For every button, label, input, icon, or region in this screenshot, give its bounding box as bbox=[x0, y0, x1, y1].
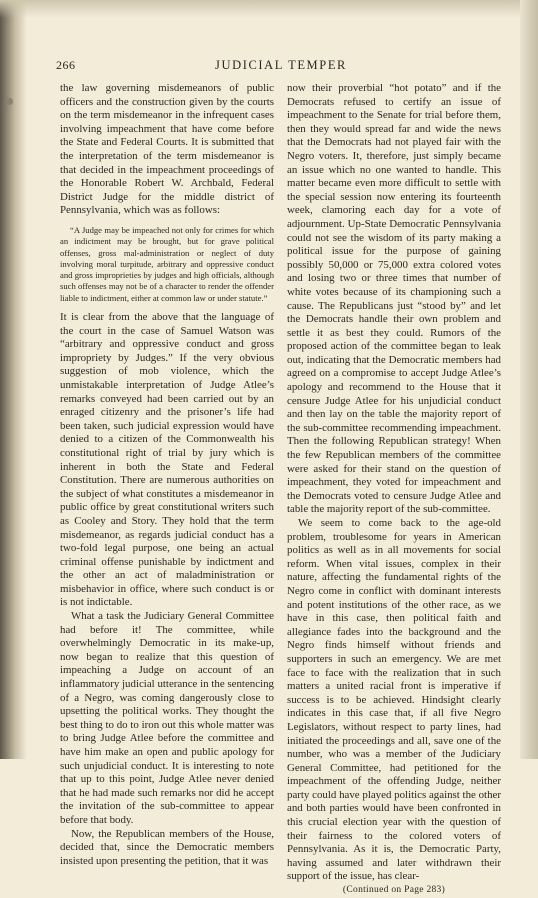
page-top-shadow bbox=[0, 0, 538, 18]
book-gutter-shadow bbox=[0, 0, 26, 759]
running-head: JUDICIAL TEMPER bbox=[215, 58, 347, 72]
page-edge-shadow bbox=[520, 0, 538, 759]
paragraph: Now, the Republican members of the House, decided that, since the Democratic members insisted upon presenting the petition, that it was bbox=[60, 827, 274, 867]
paragraph: We seem to come back to the age-old problem, troublesome for years in American politics as well as in all movements for social reform. When vital issues, complex in their nature, affecting the fundamental rights of the Negro come in conflict with dominant interests and potent institutions of the other race, as we have in this case, then political faith and allegiance fades into the background and the Negro finds himself without friends and supporters in such an emergency. We are met face to face with the realization that in such matters a united racial front is imperative if success is to be achieved. Hindsight clearly indicates in this case that, if all five Negro Legislators, without respect to party lines, had initiated the proceedings and all, save one of the number, who was a member of the Judiciary General Committee, had petitioned for the impeachment of the offending Judge, neither party could have played politics against the other and both parties would have been confronted in this crucial election year with the question of their fairness to the colored voters of Pennsylvania. As it is, the Democratic Party, having assumed and later withdrawn their support of the issue, has clear- bbox=[287, 517, 501, 883]
left-column bbox=[60, 82, 274, 868]
page-number: 266 bbox=[56, 58, 76, 72]
binding-hole bbox=[6, 98, 13, 105]
continuation-note: (Continued on Page 283) bbox=[342, 885, 446, 896]
paragraph: It is clear from the above that the language of the court in the case of Samuel Watson was “arbitrary and oppressive conduct and gross impropriety by Judges.” If the very obvious suggestion of mob violence, which the unmistakable interpretation of Judge Atlee’s remarks conveyed had been carried out by an enraged citizenry and the prisoner’s life had been taken, such judicial expression would have denied to a citizen of the Commonwealth his constitutional right of trial by jury which is inherent in both the State and Federal Constitution. There are numerous authorities on the subject of what constitutes a misdemeanor in public office by great constitutional writers such as Cooley and Story. They hold that the term misdemeanor, as regards judicial conduct has a two-fold legal purpose, one being an actual criminal offense punishable by indictment and the other an act of maladministration or misbehavior in office, where such conduct is or is not indictable. bbox=[60, 311, 274, 609]
page-header bbox=[56, 58, 506, 76]
paragraph: now their proverbial “hot potato” and if the Democrats refused to certify an issue of impeachment to the Senate for trial before them, then they would spread far and wide the news that the Democrats had not played fair with the Negro voters. It, therefore, just simply became an issue which no one wanted to handle. This matter became even more difficult to settle with the special session now entering its fourteenth week, clamoring each day for a vote of adjournment. Up-State Democratic Pennsylvania could not see the wisdom of its party making a political issue for the purpose of gaining possibly 50,000 or 75,000 extra colored votes and losing two or three times that number of white votes because of its championing such a cause. The Republicans just “stood by” and let the Democrats handle their own problem and settle it as best they could. Rumors of the proposed action of the committee began to leak out, indicating that the Democratic members had agreed on a compromise to accept Judge Atlee’s apology and recommend to the House that it censure Judge Atlee for his unjudicial conduct and then lay on the table the majority report of the sub-committee recommending impeachment. Then the following Republican strategy! When the few Republican members of the committee were asked for their stand on the question of impeachment, they voted for impeachment and the Democrats voted to censure Judge Atlee and table the majority report of the sub-committee. bbox=[287, 82, 501, 516]
right-column bbox=[287, 82, 501, 898]
block-quote: “A Judge may be impeached not only for crimes for which an indictment may be brought, but for grave political offenses, gross mal-administration or neglect of duty involving moral turpitude, arbitrary and oppressive conduct and gross improprieties by judges and high officials, although such offenses may not be of a character to render the offender liable to indictment, either at common law or under statute.” bbox=[60, 224, 274, 303]
paragraph: What a task the Judiciary General Committee had before it! The committee, while overwhelmingly Democratic in its make-up, now began to realize that this question of impeaching a Judge on account of an inflammatory judicial utterance in the sentencing of a Negro, was coming dangerously close to upsetting the political works. They thought the best thing to do to iron out this whole matter was to bring Judge Atlee before the committee and have him make an open and public apology for such unjudicial conduct. It is interesting to note that up to this point, Judge Atlee never denied that he had made such remarks nor did he accept the invitation of the sub-committee to appear before that body. bbox=[60, 610, 274, 826]
paragraph: the law governing misdemeanors of public officers and the construction given by the courts on the term misdemeanor in the infrequent cases involving impeachment that have come before the State and Federal Courts. It is submitted that the interpretation of the term misdemeanor is that decided in the impeachment proceedings of the Honorable Robert W. Archbald, Federal District Judge for the middle district of Pennsylvania, which was as follows: bbox=[60, 82, 274, 217]
